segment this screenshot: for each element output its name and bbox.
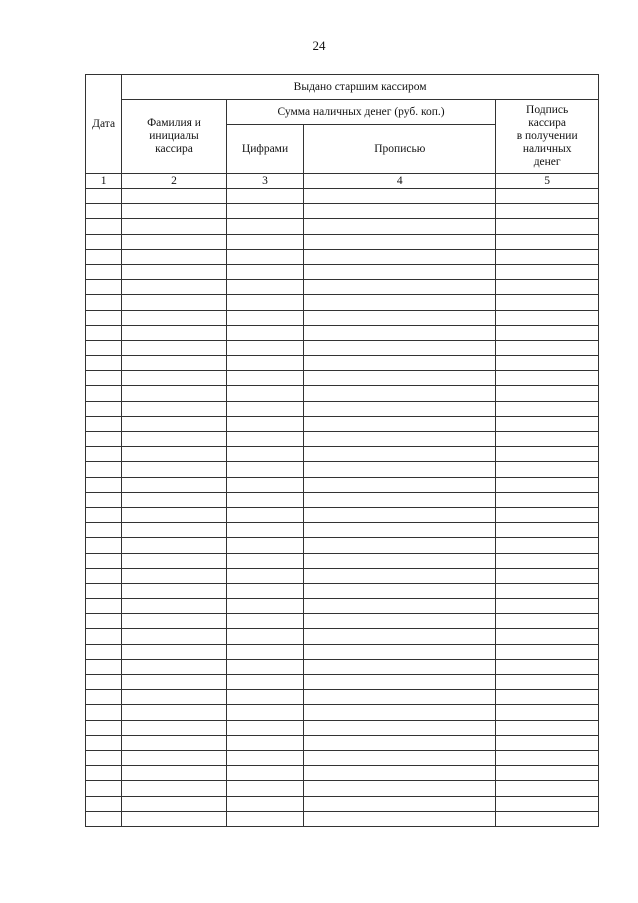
table-row [86,371,599,386]
table-cell[interactable] [86,811,122,826]
table-row [86,264,599,279]
table-cell[interactable] [304,204,496,219]
table-cell[interactable] [496,356,599,371]
table-row [86,675,599,690]
table-cell[interactable] [226,386,303,401]
table-cell[interactable] [86,523,122,538]
table-cell[interactable] [496,219,599,234]
table-row [86,553,599,568]
table-cell[interactable] [226,705,303,720]
table-cell[interactable] [304,523,496,538]
table-cell[interactable] [122,280,227,295]
table-cell[interactable] [122,325,227,340]
table-cell[interactable] [496,659,599,674]
table-row [86,720,599,735]
table-cell[interactable] [304,386,496,401]
table-cell[interactable] [496,690,599,705]
table-row [86,310,599,325]
table-cell[interactable] [304,690,496,705]
table-cell[interactable] [122,811,227,826]
table-cell[interactable] [304,750,496,765]
table-cell[interactable] [496,583,599,598]
table-row [86,659,599,674]
table-cell[interactable] [122,720,227,735]
table-cell[interactable] [496,811,599,826]
table-cell[interactable] [496,432,599,447]
table-cell[interactable] [122,781,227,796]
table-cell[interactable] [226,280,303,295]
table-row [86,325,599,340]
table-cell[interactable] [226,629,303,644]
table-cell[interactable] [86,280,122,295]
table-cell[interactable] [304,659,496,674]
header-issued-by: Выдано старшим кассиром [122,75,599,100]
cash-issue-table [85,74,599,827]
table-cell[interactable] [226,432,303,447]
table-cell[interactable] [496,614,599,629]
column-number: 3 [226,174,303,189]
table-cell[interactable] [226,340,303,355]
table-cell[interactable] [86,705,122,720]
table-cell[interactable] [86,325,122,340]
table-row [86,401,599,416]
table-cell[interactable] [304,401,496,416]
table-cell[interactable] [86,553,122,568]
table-cell[interactable] [122,204,227,219]
table-cell[interactable] [304,477,496,492]
table-cell[interactable] [304,599,496,614]
table-cell[interactable] [122,659,227,674]
table-row [86,629,599,644]
column-number: 1 [86,174,122,189]
table-cell[interactable] [226,766,303,781]
table-cell[interactable] [122,766,227,781]
table-cell[interactable] [122,796,227,811]
table-cell[interactable] [226,219,303,234]
table-row [86,234,599,249]
table-cell[interactable] [496,523,599,538]
table-cell[interactable] [304,234,496,249]
table-cell[interactable] [86,720,122,735]
table-cell[interactable] [496,675,599,690]
table-cell[interactable] [86,629,122,644]
table-cell[interactable] [226,568,303,583]
table-cell[interactable] [226,507,303,522]
table-cell[interactable] [304,447,496,462]
table-cell[interactable] [226,204,303,219]
table-cell[interactable] [226,583,303,598]
table-row [86,538,599,553]
table-cell[interactable] [226,735,303,750]
table-cell[interactable] [226,264,303,279]
table-row [86,249,599,264]
table-cell[interactable] [226,416,303,431]
table-cell[interactable] [226,371,303,386]
table-cell[interactable] [304,462,496,477]
table-cell[interactable] [304,219,496,234]
table-cell[interactable] [304,614,496,629]
table-cell[interactable] [122,538,227,553]
table-cell[interactable] [122,553,227,568]
table-cell[interactable] [122,432,227,447]
table-cell[interactable] [304,280,496,295]
table-cell[interactable] [86,447,122,462]
table-row [86,447,599,462]
table-row [86,583,599,598]
table-cell[interactable] [226,477,303,492]
table-cell[interactable] [122,219,227,234]
table-cell[interactable] [122,295,227,310]
table-cell[interactable] [86,766,122,781]
table-cell[interactable] [496,507,599,522]
table-cell[interactable] [496,204,599,219]
table-row [86,781,599,796]
table-cell[interactable] [122,705,227,720]
table-row [86,750,599,765]
table-cell[interactable] [86,614,122,629]
table-cell[interactable] [496,781,599,796]
table-cell[interactable] [86,295,122,310]
table-cell[interactable] [304,781,496,796]
table-cell[interactable] [86,507,122,522]
table-cell[interactable] [122,189,227,204]
table-cell[interactable] [122,477,227,492]
table-cell[interactable] [304,264,496,279]
table-cell[interactable] [86,204,122,219]
table-cell[interactable] [86,219,122,234]
table-cell[interactable] [304,766,496,781]
table-row [86,204,599,219]
table-cell[interactable] [304,796,496,811]
table-row [86,416,599,431]
table-cell[interactable] [304,189,496,204]
table-cell[interactable] [122,416,227,431]
table-cell[interactable] [226,249,303,264]
table-cell[interactable] [122,750,227,765]
table-cell[interactable] [122,356,227,371]
table-cell[interactable] [304,644,496,659]
table-cell[interactable] [86,234,122,249]
table-cell[interactable] [86,477,122,492]
table-cell[interactable] [122,675,227,690]
table-cell[interactable] [122,568,227,583]
table-cell[interactable] [86,432,122,447]
table-row [86,811,599,826]
table-row [86,462,599,477]
table-cell[interactable] [496,234,599,249]
table-cell[interactable] [122,340,227,355]
table-cell[interactable] [496,599,599,614]
table-cell[interactable] [86,781,122,796]
table-cell[interactable] [86,310,122,325]
table-row [86,280,599,295]
table-cell[interactable] [496,796,599,811]
table-cell[interactable] [86,462,122,477]
table-cell[interactable] [496,538,599,553]
table-cell[interactable] [122,507,227,522]
table-cell[interactable] [86,644,122,659]
table-cell[interactable] [226,462,303,477]
table-cell[interactable] [122,644,227,659]
table-cell[interactable] [86,583,122,598]
table-cell[interactable] [304,492,496,507]
table-cell[interactable] [496,386,599,401]
table-cell[interactable] [122,234,227,249]
table-row [86,705,599,720]
table-row [86,614,599,629]
table-cell[interactable] [226,295,303,310]
table-row [86,219,599,234]
table-cell[interactable] [226,492,303,507]
table-cell[interactable] [496,295,599,310]
column-number: 2 [122,174,227,189]
table-cell[interactable] [86,371,122,386]
table-row [86,507,599,522]
table-cell[interactable] [226,796,303,811]
table-cell[interactable] [496,264,599,279]
table-cell[interactable] [496,371,599,386]
table-cell[interactable] [304,675,496,690]
table-cell[interactable] [304,356,496,371]
table-cell[interactable] [86,386,122,401]
header-cashier-name: Фамилия и инициалы кассира [122,100,227,174]
table-cell[interactable] [86,538,122,553]
table-cell[interactable] [226,690,303,705]
table-cell[interactable] [122,614,227,629]
table-cell[interactable] [86,659,122,674]
table-cell[interactable] [496,447,599,462]
table-cell[interactable] [86,599,122,614]
page-number: 24 [312,38,326,53]
table-cell[interactable] [304,735,496,750]
table-cell[interactable] [226,614,303,629]
table-cell[interactable] [304,720,496,735]
table-cell[interactable] [226,659,303,674]
table-row [86,432,599,447]
table-cell[interactable] [226,811,303,826]
table-cell[interactable] [496,705,599,720]
table-cell[interactable] [226,325,303,340]
table-cell[interactable] [122,249,227,264]
table-cell[interactable] [86,796,122,811]
table-cell[interactable] [496,766,599,781]
table-cell[interactable] [226,781,303,796]
header-signature: Подпись кассира в получении наличных денег [496,100,599,174]
table-cell[interactable] [122,492,227,507]
table-cell[interactable] [86,356,122,371]
table-cell[interactable] [122,690,227,705]
table-cell[interactable] [304,295,496,310]
column-numbers-row [86,174,599,189]
table-cell[interactable] [122,386,227,401]
table-cell[interactable] [304,416,496,431]
table-cell[interactable] [122,629,227,644]
column-number: 4 [304,174,496,189]
table-row [86,568,599,583]
table-cell[interactable] [304,340,496,355]
table-row [86,492,599,507]
table-cell[interactable] [226,401,303,416]
table-row [86,735,599,750]
table-cell[interactable] [226,720,303,735]
table-cell[interactable] [226,538,303,553]
table-cell[interactable] [496,720,599,735]
table-cell[interactable] [496,340,599,355]
table-cell[interactable] [86,568,122,583]
table-cell[interactable] [122,447,227,462]
table-cell[interactable] [226,644,303,659]
table-cell[interactable] [496,401,599,416]
table-cell[interactable] [496,568,599,583]
table-cell[interactable] [86,675,122,690]
table-cell[interactable] [226,356,303,371]
table-cell[interactable] [496,189,599,204]
table-cell[interactable] [122,371,227,386]
table-cell[interactable] [304,249,496,264]
table-cell[interactable] [496,629,599,644]
table-cell[interactable] [304,705,496,720]
table-cell[interactable] [226,310,303,325]
table-cell[interactable] [226,447,303,462]
table-cell[interactable] [122,401,227,416]
table-cell[interactable] [86,750,122,765]
table-cell[interactable] [226,553,303,568]
table-cell[interactable] [226,599,303,614]
column-number: 5 [496,174,599,189]
table-cell[interactable] [86,690,122,705]
table-row [86,356,599,371]
table-cell[interactable] [86,401,122,416]
table-cell[interactable] [304,568,496,583]
table-cell[interactable] [86,340,122,355]
table-cell[interactable] [496,249,599,264]
table-cell[interactable] [496,462,599,477]
table-cell[interactable] [86,492,122,507]
table-cell[interactable] [122,735,227,750]
table-cell[interactable] [86,416,122,431]
table-cell[interactable] [304,583,496,598]
table-cell[interactable] [122,583,227,598]
header-in-digits: Цифрами [226,125,303,174]
table-cell[interactable] [496,477,599,492]
table-cell[interactable] [86,264,122,279]
table-cell[interactable] [226,234,303,249]
table-cell[interactable] [496,280,599,295]
table-cell[interactable] [304,553,496,568]
table-row [86,796,599,811]
table-cell[interactable] [86,189,122,204]
table-cell[interactable] [304,371,496,386]
header-in-words: Прописью [304,125,496,174]
table-cell[interactable] [226,675,303,690]
table-cell[interactable] [496,750,599,765]
table-cell[interactable] [86,735,122,750]
table-cell[interactable] [226,523,303,538]
table-cell[interactable] [496,735,599,750]
table-row [86,386,599,401]
table-row [86,189,599,204]
table-row [86,295,599,310]
table-cell[interactable] [304,538,496,553]
table-cell[interactable] [226,189,303,204]
table-row [86,644,599,659]
table-cell[interactable] [122,523,227,538]
table-row [86,523,599,538]
table-cell[interactable] [304,310,496,325]
table-cell[interactable] [86,249,122,264]
table-cell[interactable] [122,599,227,614]
table-row [86,477,599,492]
table-cell[interactable] [122,462,227,477]
table-cell[interactable] [496,416,599,431]
table-cell[interactable] [122,264,227,279]
table-cell[interactable] [496,325,599,340]
header-cash-amount: Сумма наличных денег (руб. коп.) [226,100,496,125]
table-cell[interactable] [496,310,599,325]
table-cell[interactable] [304,325,496,340]
table-row [86,690,599,705]
table-cell[interactable] [304,811,496,826]
table-row [86,766,599,781]
table-cell[interactable] [304,507,496,522]
table-cell[interactable] [304,432,496,447]
table-row [86,599,599,614]
table-cell[interactable] [496,644,599,659]
table-cell[interactable] [122,310,227,325]
table-cell[interactable] [304,629,496,644]
table-cell[interactable] [496,553,599,568]
table-cell[interactable] [496,492,599,507]
header-date: Дата [86,75,122,174]
table-row [86,340,599,355]
table-cell[interactable] [226,750,303,765]
